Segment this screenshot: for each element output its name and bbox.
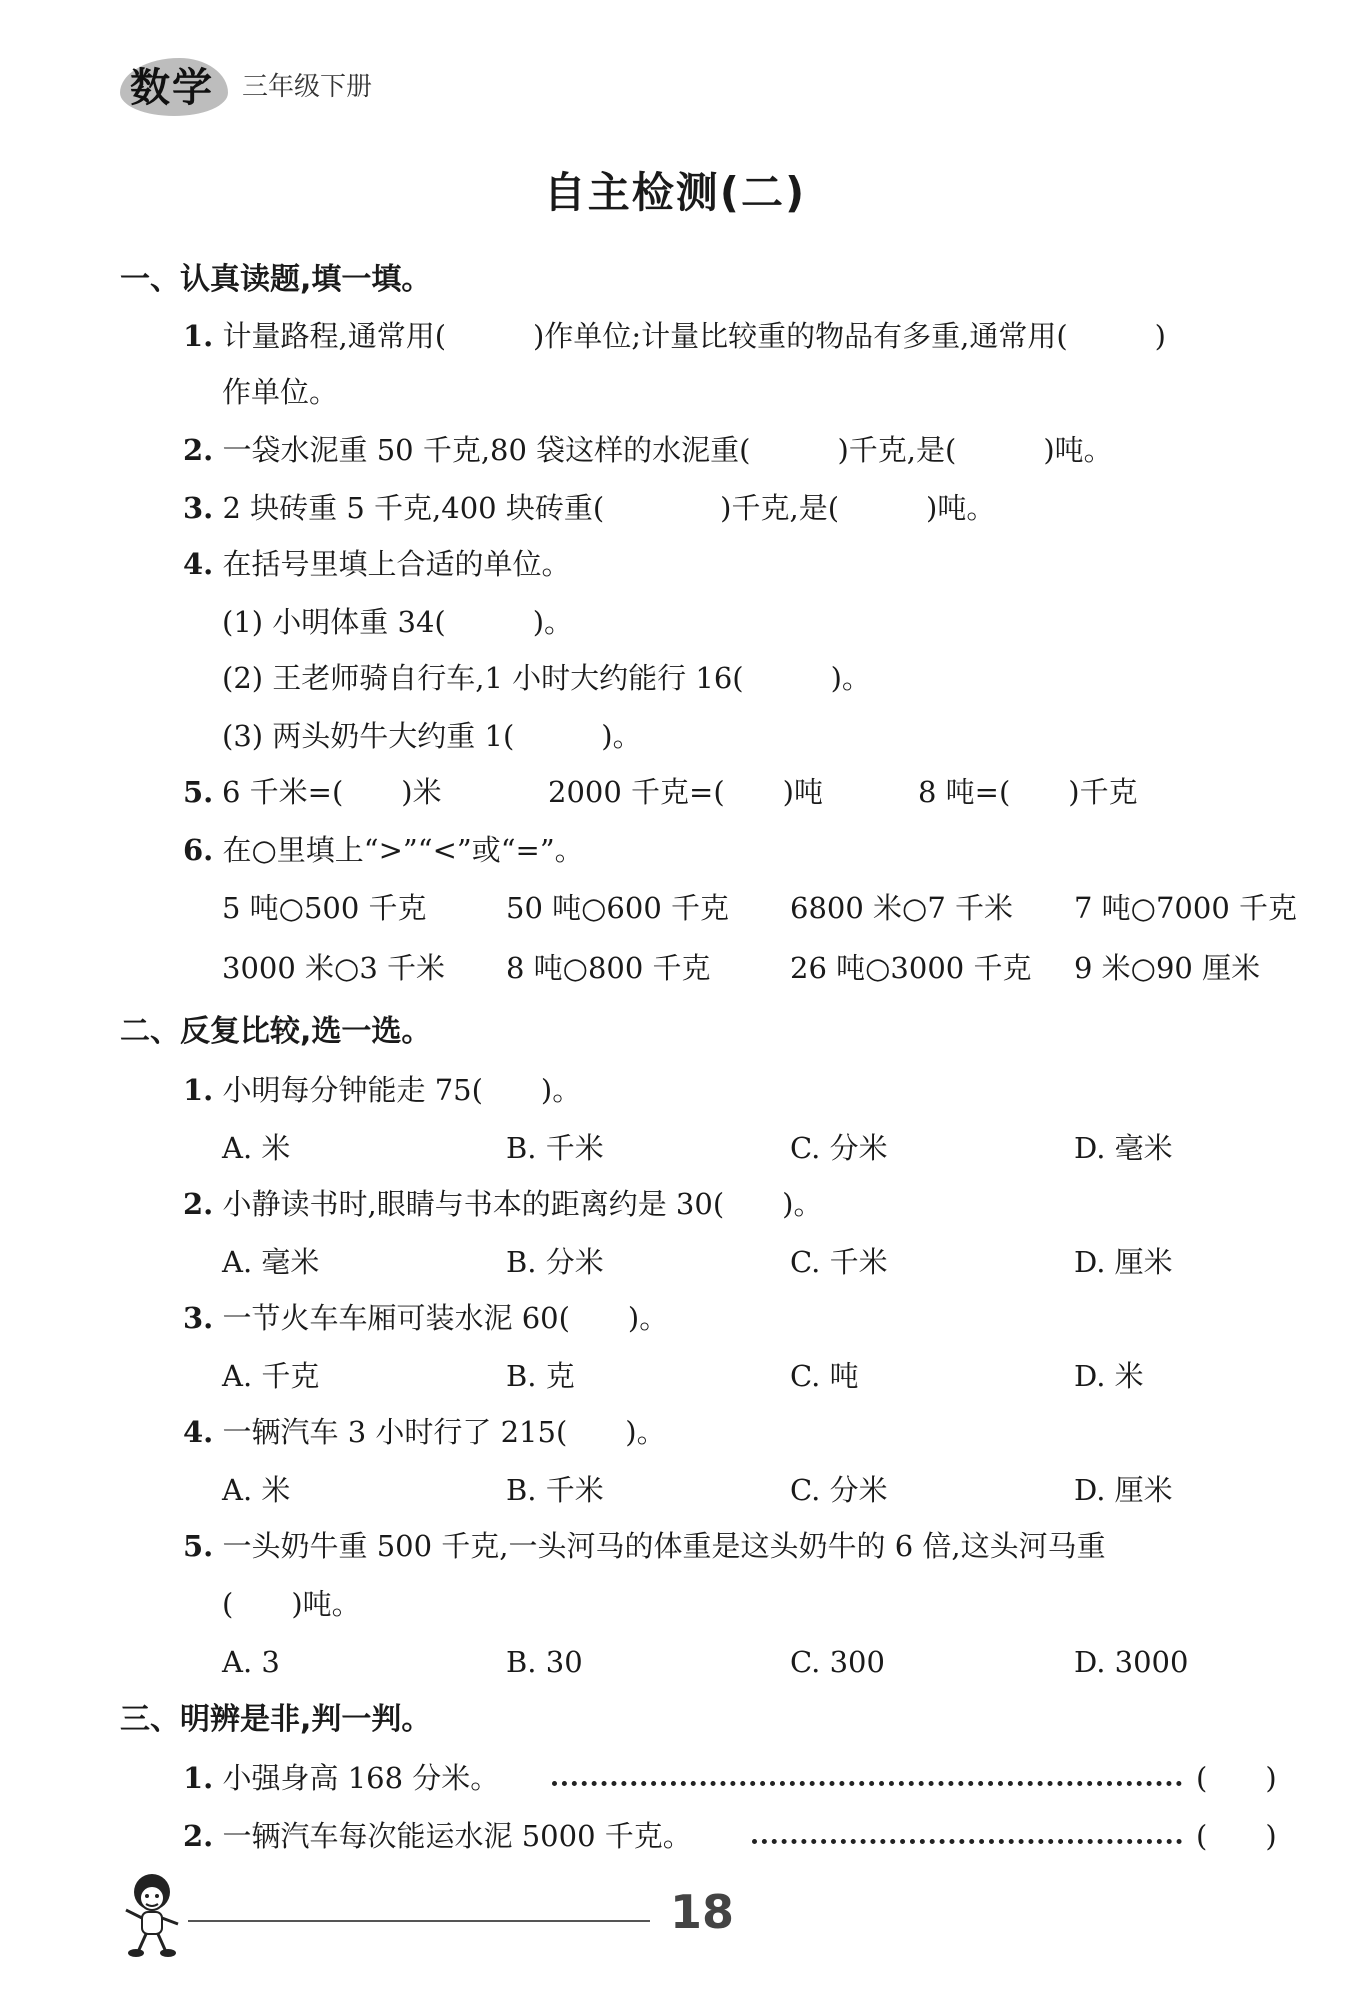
- option-c: C. 分米: [790, 1473, 888, 1507]
- compare-item: 6800 米○7 千米: [790, 891, 1013, 925]
- option-a: A. 米: [222, 1473, 291, 1507]
- s1-q6: [183, 832, 584, 868]
- question-text: 小强身高 168 分米。: [222, 1761, 500, 1795]
- option-d: D. 厘米: [1074, 1245, 1173, 1279]
- s2-q3: [183, 1300, 668, 1336]
- question-text: 小静读书时,眼睛与书本的距离约是 30( )。: [222, 1187, 823, 1221]
- page-number: 18: [670, 1885, 735, 1939]
- question-text: 在括号里填上合适的单位。: [222, 547, 571, 581]
- option-b: B. 分米: [506, 1245, 604, 1279]
- s1-q4: [183, 546, 571, 582]
- question-number: 6.: [183, 833, 214, 867]
- question-text: 一辆汽车 3 小时行了 215( )。: [222, 1415, 666, 1449]
- s2-q4: [183, 1414, 666, 1450]
- s1-q3: [183, 490, 995, 526]
- s1-q4-c: (3) 两头奶牛大约重 1( )。: [222, 719, 642, 753]
- option-d: D. 3000: [1074, 1645, 1189, 1679]
- s1-q5-c: 8 吨=( )千克: [918, 775, 1138, 809]
- question-number: 2.: [183, 1187, 214, 1221]
- option-b: B. 克: [506, 1359, 575, 1393]
- option-c: C. 千米: [790, 1245, 888, 1279]
- question-text: 2 块砖重 5 千克,400 块砖重( )千克,是( )吨。: [222, 491, 996, 525]
- option-c: C. 分米: [790, 1131, 888, 1165]
- page-title: 自主检测(二): [543, 168, 807, 217]
- question-number: 5.: [183, 1529, 214, 1563]
- s3-q2: [183, 1818, 692, 1854]
- grade-label: 三年级下册: [242, 72, 373, 102]
- option-b: B. 千米: [506, 1473, 604, 1507]
- question-text: 在○里填上“>”“<”或“=”。: [222, 833, 584, 867]
- dotted-leader: [752, 1839, 1182, 1844]
- s1-q5: [183, 774, 213, 810]
- option-d: D. 米: [1074, 1359, 1144, 1393]
- mascot-icon: [112, 1868, 192, 1958]
- compare-item: 3000 米○3 千米: [222, 951, 445, 985]
- answer-paren: ( ): [1196, 1819, 1277, 1853]
- compare-item: 7 吨○7000 千克: [1074, 891, 1297, 925]
- section3-heading: 三、明辨是非,判一判。: [120, 1702, 432, 1737]
- question-text: 一辆汽车每次能运水泥 5000 千克。: [222, 1819, 692, 1853]
- s1-q5-b: 2000 千克=( )吨: [548, 775, 823, 809]
- s1-q1-cont: 作单位。: [222, 375, 339, 409]
- footer-rule: [188, 1920, 650, 1922]
- question-number: 4.: [183, 1415, 214, 1449]
- option-a: A. 毫米: [222, 1245, 320, 1279]
- question-text: 小明每分钟能走 75( )。: [222, 1073, 582, 1107]
- compare-item: 26 吨○3000 千克: [790, 951, 1032, 985]
- option-a: A. 米: [222, 1131, 291, 1165]
- s2-q5-cont: ( )吨。: [222, 1587, 361, 1621]
- subject-label: 数学: [130, 65, 214, 111]
- question-text: 一袋水泥重 50 千克,80 袋这样的水泥重( )千克,是( )吨。: [222, 433, 1113, 467]
- option-c: C. 吨: [790, 1359, 859, 1393]
- compare-item: 5 吨○500 千克: [222, 891, 427, 925]
- question-number: 1.: [183, 1761, 214, 1795]
- dotted-leader: [552, 1781, 1182, 1786]
- section1-heading: 一、认真读题,填一填。: [120, 262, 432, 297]
- section2-heading: 二、反复比较,选一选。: [120, 1014, 432, 1049]
- option-a: A. 千克: [222, 1359, 320, 1393]
- question-text: 一节火车车厢可装水泥 60( )。: [222, 1301, 669, 1335]
- question-number: 3.: [183, 1301, 214, 1335]
- s1-q2: [183, 432, 1113, 468]
- book-header: [120, 52, 520, 122]
- question-number: 1.: [183, 1073, 214, 1107]
- compare-item: 50 吨○600 千克: [506, 891, 729, 925]
- s3-q1: [183, 1760, 499, 1796]
- s1-q1: [183, 318, 1166, 354]
- s1-q4-b: (2) 王老师骑自行车,1 小时大约能行 16( )。: [222, 661, 871, 695]
- option-b: B. 30: [506, 1645, 583, 1679]
- option-a: A. 3: [222, 1645, 280, 1679]
- s1-q5-a: 6 千米=( )米: [222, 775, 442, 809]
- option-d: D. 毫米: [1074, 1131, 1173, 1165]
- question-number: 2.: [183, 433, 214, 467]
- option-b: B. 千米: [506, 1131, 604, 1165]
- question-number: 1.: [183, 319, 214, 353]
- s2-q2: [183, 1186, 822, 1222]
- question-number: 5.: [183, 775, 214, 809]
- s2-q1: [183, 1072, 581, 1108]
- question-number: 2.: [183, 1819, 214, 1853]
- question-number: 3.: [183, 491, 214, 525]
- answer-paren: ( ): [1196, 1761, 1277, 1795]
- s1-q4-a: (1) 小明体重 34( )。: [222, 605, 574, 639]
- question-text: 一头奶牛重 500 千克,一头河马的体重是这头奶牛的 6 倍,这头河马重: [222, 1529, 1106, 1563]
- compare-item: 9 米○90 厘米: [1074, 951, 1261, 985]
- option-c: C. 300: [790, 1645, 885, 1679]
- s2-q5: [183, 1528, 1106, 1564]
- compare-item: 8 吨○800 千克: [506, 951, 711, 985]
- question-number: 4.: [183, 547, 214, 581]
- question-text: 计量路程,通常用( )作单位;计量比较重的物品有多重,通常用( ): [222, 319, 1166, 353]
- option-d: D. 厘米: [1074, 1473, 1173, 1507]
